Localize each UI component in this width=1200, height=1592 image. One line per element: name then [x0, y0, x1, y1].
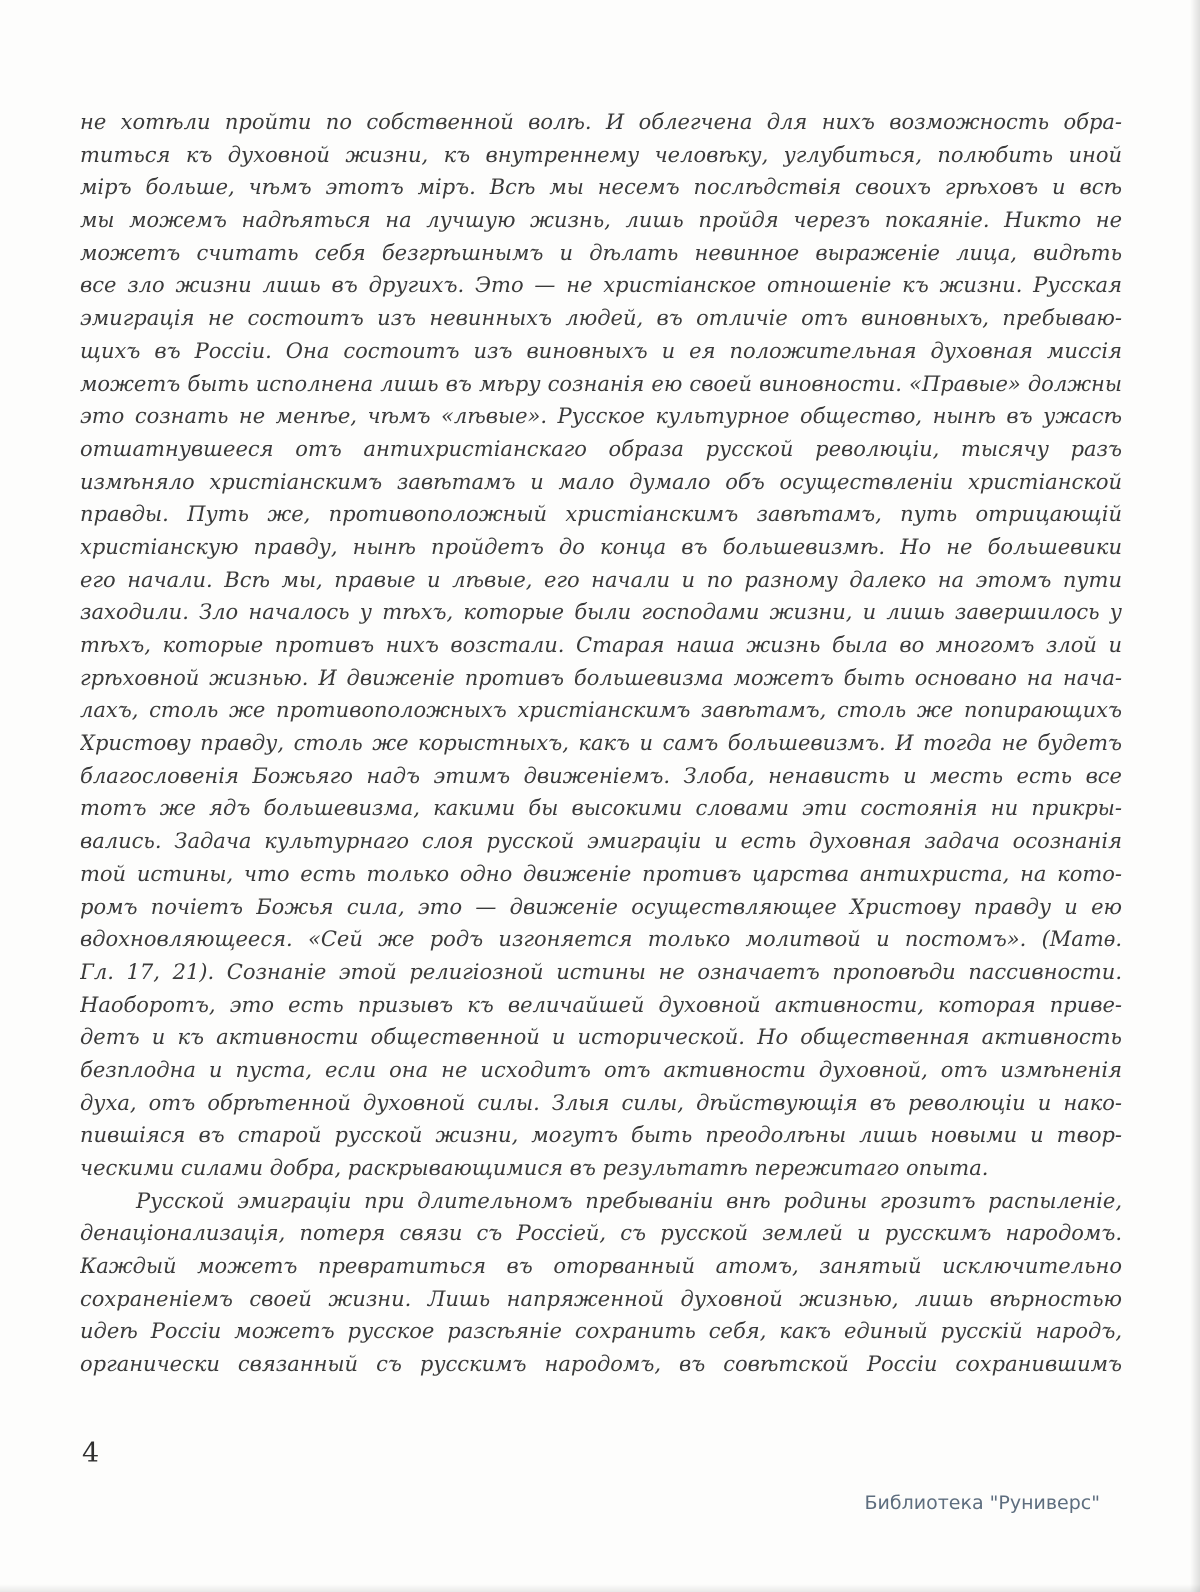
- text-line: органически связанный съ русскимъ народомъ, въ совѣтской Россіи сохранившимъ: [80, 1352, 1122, 1377]
- text-line: ческими силами добра, раскрывающимися въ результатѣ пережитаго опыта.: [80, 1156, 989, 1180]
- text-line: идеѣ Россіи можетъ русское разсѣяніе сохранить себя, какъ единый русскій народъ,: [80, 1319, 1122, 1344]
- text-line: благословенія Божьяго надъ этимъ движеніемъ. Злоба, ненависть и месть есть все: [80, 763, 1122, 788]
- text-line: ромъ почіетъ Божья сила, это — движеніе осуществляющее Христову правду и ею: [80, 894, 1122, 919]
- library-watermark: Библиотека "Руниверс": [864, 1492, 1100, 1514]
- text-line: не хотѣли пройти по собственной волѣ. И облегчена для нихъ возможность обра-: [80, 110, 1122, 134]
- text-line: заходили. Зло началось у тѣхъ, которые были господами жизни, и лишь завершилось у: [80, 600, 1122, 625]
- text-line: эмиграція не состоитъ изъ невинныхъ людей, въ отличіе отъ виновныхъ, пребываю-: [80, 306, 1122, 331]
- page-number: 4: [82, 1438, 100, 1469]
- text-line: измѣняло христіанскимъ завѣтамъ и мало думало объ осуществленіи христіанской: [80, 469, 1122, 494]
- text-line: правды. Путь же, противоположный христіанскимъ завѣтамъ, путь отрицающій: [80, 502, 1122, 527]
- text-line: отшатнувшееся отъ антихристіанскаго образа русской революціи, тысячу разъ: [80, 436, 1122, 461]
- text-line: все зло жизни лишь въ другихъ. Это — не христіанское отношеніе къ жизни. Русская: [80, 273, 1122, 298]
- text-line: его начали. Всѣ мы, правые и лѣвые, его начали и по разному далеко на этомъ пути: [80, 567, 1122, 592]
- text-line: Каждый можетъ превратиться въ оторванный атомъ, занятый исключительно: [80, 1254, 1122, 1279]
- text-line: Гл. 17, 21). Сознаніе этой религіозной истины не означаетъ проповѣди пассивности.: [80, 959, 1122, 984]
- text-line: Русской эмиграціи при длительномъ пребываніи внѣ родины грозитъ распыленіе,: [136, 1188, 1122, 1213]
- text-line: тѣхъ, которые противъ нихъ возстали. Старая наша жизнь была во многомъ злой и: [80, 633, 1122, 657]
- text-line: лахъ, столь же противоположныхъ христіанскимъ завѣтамъ, столь же попирающихъ: [80, 698, 1122, 723]
- text-line: это сознать не менѣе, чѣмъ «лѣвые». Русское культурное общество, нынѣ въ ужасѣ: [80, 404, 1122, 429]
- text-line: детъ и къ активности общественной и исторической. Но общественная активность: [80, 1025, 1122, 1050]
- text-line: безплодна и пуста, если она не исходитъ отъ активности духовной, отъ измѣненія: [80, 1057, 1122, 1082]
- text-line: Наоборотъ, это есть призывъ къ величайшей духовной активности, которая приве-: [80, 992, 1122, 1017]
- text-line: грѣховной жизнью. И движеніе противъ большевизма можетъ быть основано на нача-: [80, 665, 1122, 690]
- page-text: [80, 106, 1122, 1381]
- text-line: духа, отъ обрѣтенной духовной силы. Злыя силы, дѣйствующія въ революціи и нако-: [80, 1090, 1122, 1115]
- text-line: сохраненіемъ своей жизни. Лишь напряженной духовной жизнью, лишь вѣрностью: [80, 1286, 1122, 1311]
- text-line: щихъ въ Россіи. Она состоитъ изъ виновныхъ и ея положительная духовная миссія: [80, 338, 1122, 363]
- text-line: тотъ же ядъ большевизма, какими бы высокими словами эти состоянія ни прикры-: [80, 796, 1122, 821]
- text-line: титься къ духовной жизни, къ внутреннему человѣку, углубиться, полюбить иной: [80, 142, 1122, 167]
- text-line: той истины, что есть только одно движеніе противъ царства антихриста, на кото-: [80, 861, 1122, 886]
- text-line: можетъ считать себя безгрѣшнымъ и дѣлать невинное выраженіе лица, видѣть: [80, 240, 1122, 265]
- text-line: вались. Задача культурнаго слоя русской эмиграціи и есть духовная задача осознанія: [80, 829, 1122, 854]
- text-line: пившіяся въ старой русской жизни, могутъ быть преодолѣны лишь новыми и твор-: [80, 1123, 1122, 1148]
- text-line: Христову правду, столь же корыстныхъ, какъ и самъ большевизмъ. И тогда не будетъ: [80, 731, 1122, 756]
- text-line: можетъ быть исполнена лишь въ мѣру сознанія ею своей виновности. «Правые» должны: [80, 371, 1122, 396]
- text-line: христіанскую правду, нынѣ пройдетъ до конца въ большевизмѣ. Но не большевики: [80, 534, 1122, 559]
- text-line: міръ больше, чѣмъ этотъ міръ. Всѣ мы несемъ послѣдствія своихъ грѣховъ и всѣ: [80, 175, 1122, 200]
- text-line: мы можемъ надѣяться на лучшую жизнь, лишь пройдя черезъ покаяніе. Никто не: [80, 208, 1122, 233]
- text-line: денаціонализація, потеря связи съ Россіей, съ русской землей и русскимъ народомъ.: [80, 1221, 1122, 1246]
- text-line: вдохновляющееся. «Сей же родъ изгоняется только молитвой и постомъ». (Матѳ.: [80, 927, 1122, 952]
